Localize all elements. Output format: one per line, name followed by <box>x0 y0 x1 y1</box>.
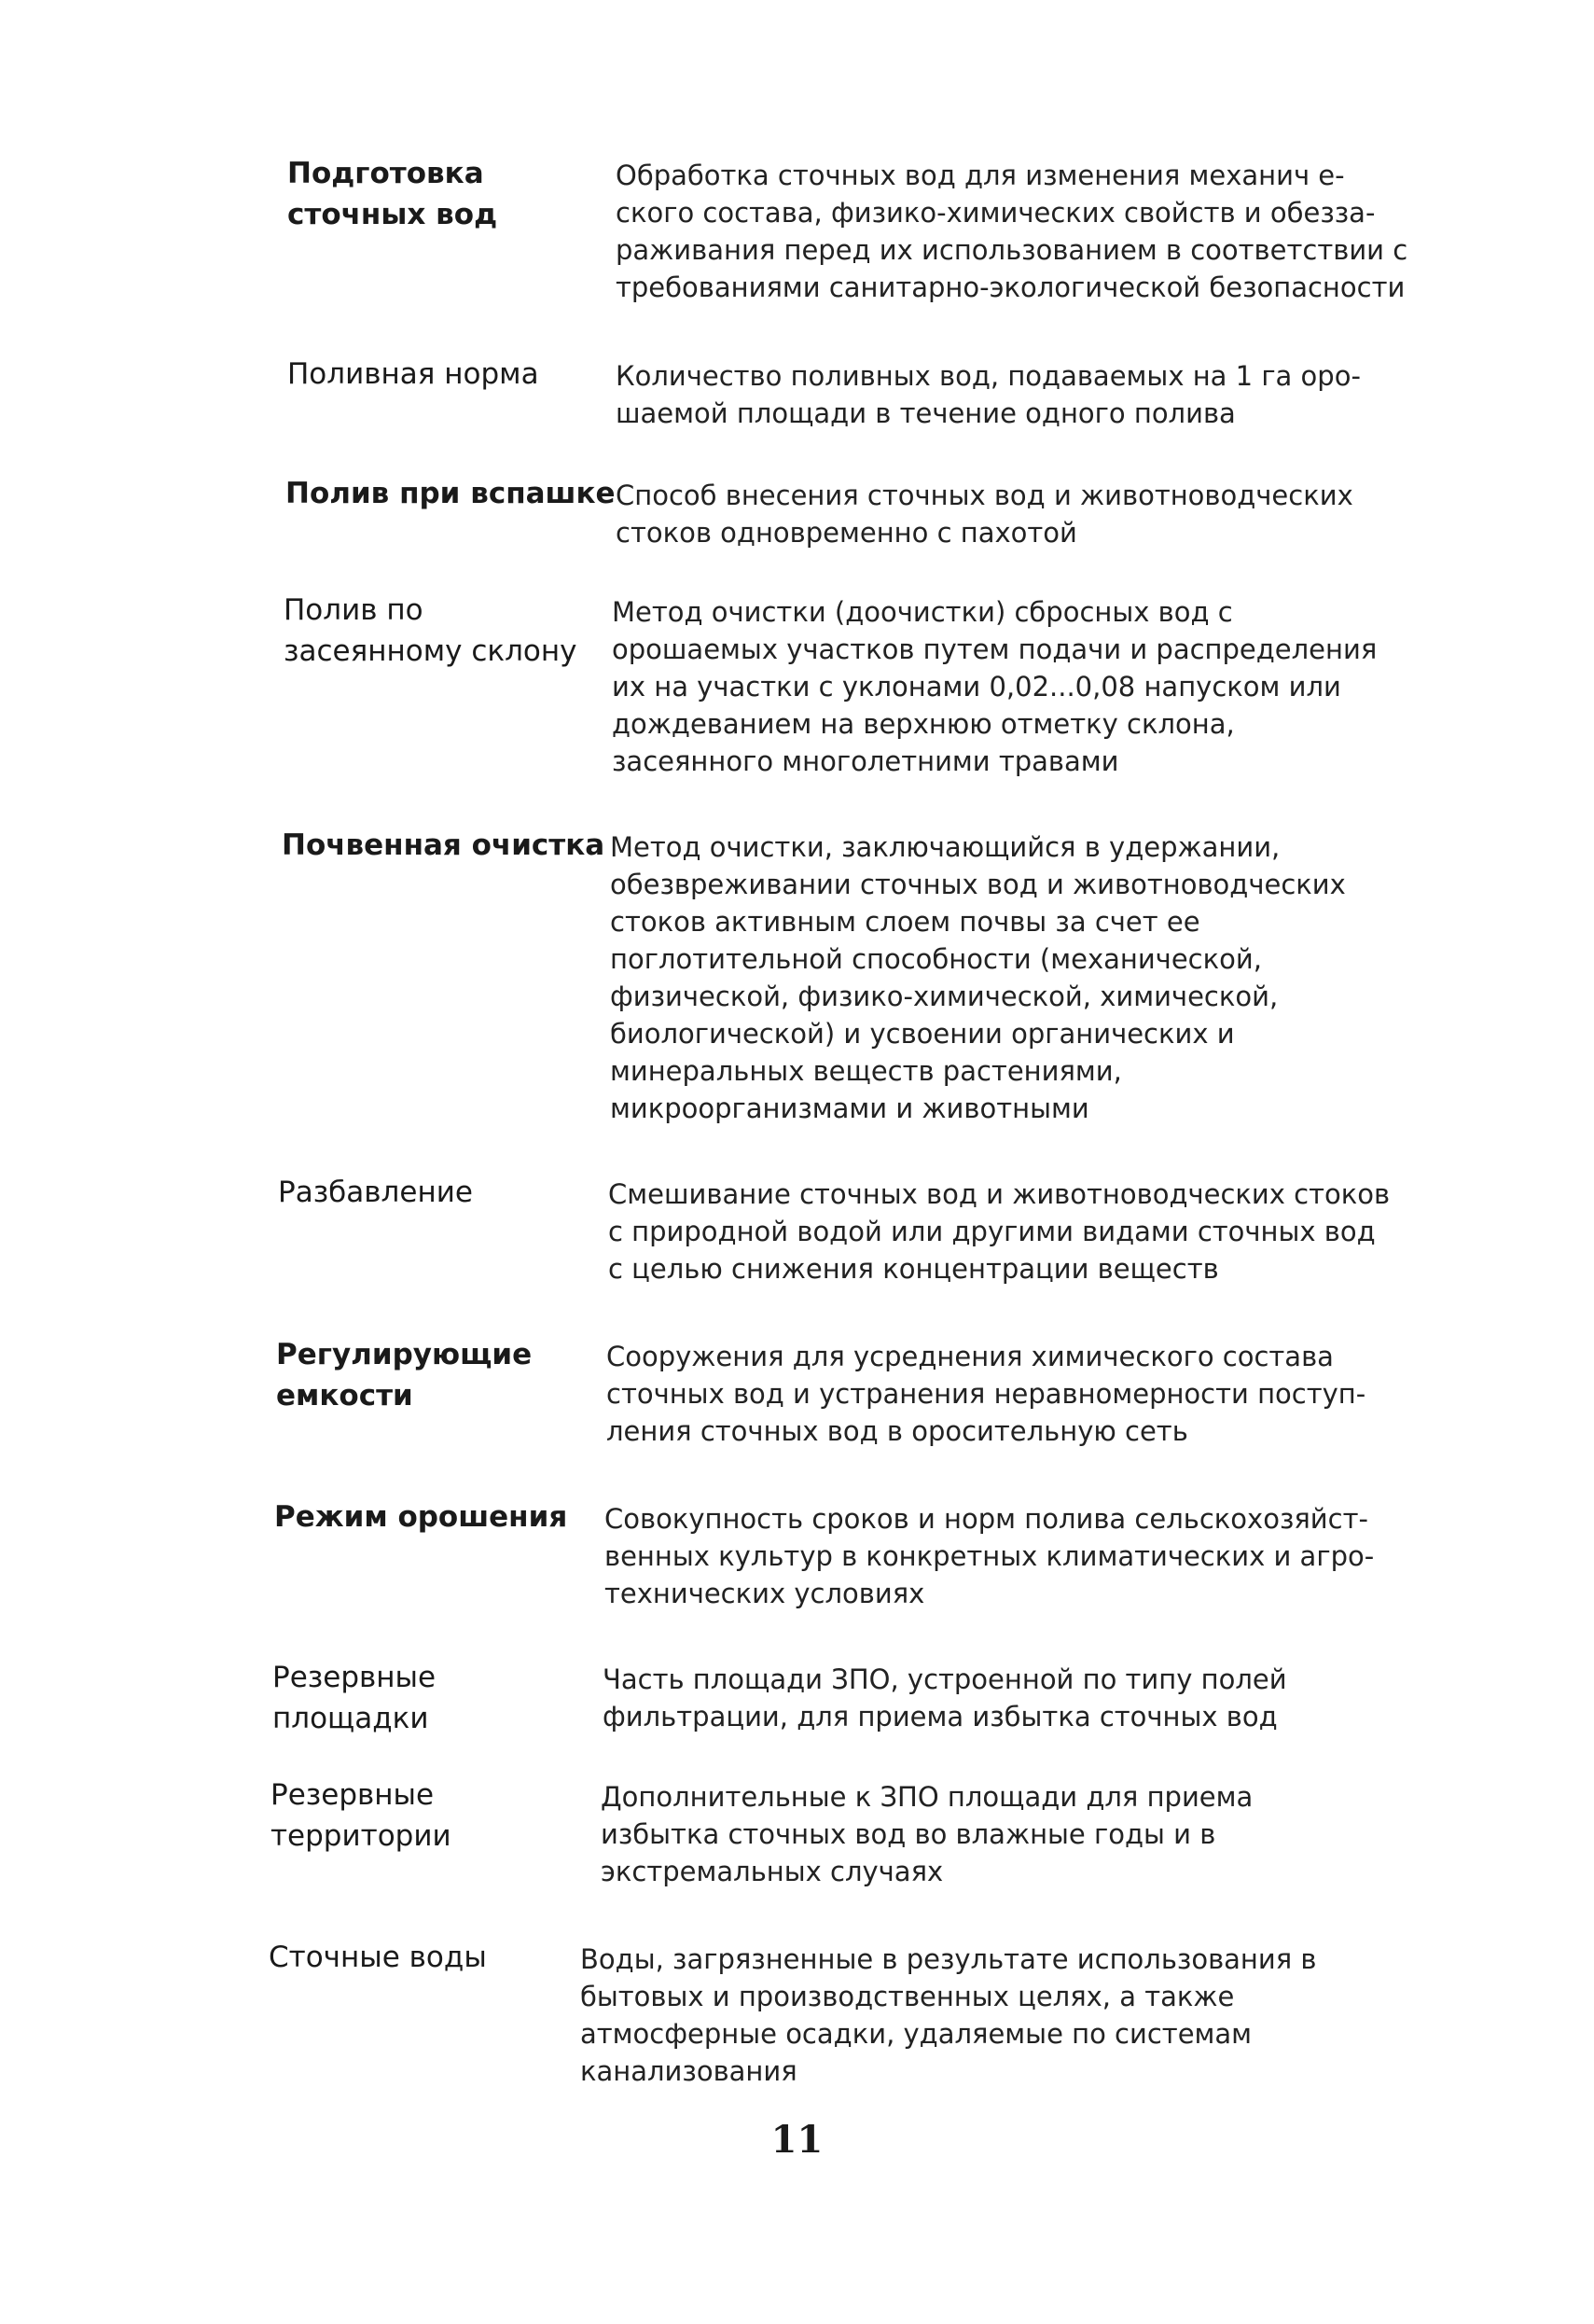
glossary-definition-line: физической, физико-химической, химической, <box>610 981 1279 1012</box>
glossary-definition-line: Совокупность сроков и норм полива сельскохозяйст- <box>604 1503 1368 1535</box>
glossary-definition-line: стоков активным слоем почвы за счет ее <box>610 906 1200 938</box>
glossary-definition-line: бытовых и производственных целях, а также <box>580 1981 1235 2012</box>
glossary-definition-line: дождеванием на верхнюю отметку склона, <box>612 708 1235 740</box>
glossary-term-line: площадки <box>272 1702 429 1735</box>
glossary-definition-line: биологической) и усвоении органических и <box>610 1018 1235 1050</box>
glossary-term-line: сточных вод <box>287 198 498 231</box>
glossary-definition <box>608 1176 1410 1287</box>
glossary-term-line: Подготовка <box>287 157 484 190</box>
glossary-definition-line: технических условиях <box>604 1578 925 1609</box>
glossary-definition-line: орошаемых участков путем подачи и распределения <box>612 633 1378 665</box>
glossary-definition-line: требованиями санитарно-экологической безопасности <box>616 271 1406 303</box>
glossary-definition <box>616 157 1418 306</box>
glossary-definition-line: с природной водой или другими видами сточных вод <box>608 1216 1376 1247</box>
glossary-definition-line: шаемой площади в течение одного полива <box>616 397 1236 429</box>
glossary-term <box>287 153 595 235</box>
glossary-definition-line: фильтрации, для приема избытка сточных вод <box>603 1701 1278 1733</box>
glossary-definition-line: Способ внесения сточных вод и животноводческих <box>616 480 1353 511</box>
glossary-term-line: Резервные <box>272 1661 437 1694</box>
glossary-definition-line: Метод очистки, заключающийся в удержании, <box>610 831 1281 863</box>
page-number: 11 <box>770 2118 824 2162</box>
glossary-definition-line: атмосферные осадки, удаляемые по системам <box>580 2018 1253 2050</box>
glossary-term <box>272 1657 580 1739</box>
glossary-definition <box>606 1338 1408 1450</box>
glossary-definition-line: экстремальных случаях <box>601 1856 944 1887</box>
glossary-term-line: Поливная норма <box>287 357 539 391</box>
glossary-definition <box>610 828 1412 1127</box>
glossary-definition-line: ления сточных вод в оросительную сеть <box>606 1415 1188 1447</box>
glossary-term <box>274 1496 582 1538</box>
glossary-definition-line: ского состава, физико-химических свойств и обезза- <box>616 197 1376 229</box>
glossary-definition-line: засеянного многолетними травами <box>612 745 1119 777</box>
glossary-term-line: Разбавление <box>278 1176 473 1209</box>
glossary-definition <box>603 1661 1405 1735</box>
glossary-definition <box>601 1778 1403 1890</box>
glossary-term <box>278 1172 586 1213</box>
glossary-term <box>276 1334 584 1416</box>
glossary-definition-line: Воды, загрязненные в результате использования в <box>580 1943 1317 1975</box>
glossary-term-line: Резервные <box>270 1778 435 1812</box>
glossary-term-line: территории <box>270 1819 451 1853</box>
glossary-term <box>285 473 616 514</box>
glossary-definition <box>616 357 1418 432</box>
glossary-definition-line: их на участки с уклонами 0,02...0,08 напуском или <box>612 671 1341 703</box>
glossary-term-line: Полив при вспашке <box>285 477 616 510</box>
glossary-definition <box>580 1941 1382 2090</box>
glossary-term <box>287 354 595 395</box>
glossary-definition-line: Метод очистки (доочистки) сбросных вод с <box>612 596 1233 628</box>
glossary-term <box>282 825 605 866</box>
glossary-term <box>270 1774 578 1857</box>
glossary-term-line: засеянному склону <box>284 634 577 668</box>
glossary-definition-line: с целью снижения концентрации веществ <box>608 1253 1219 1285</box>
glossary-definition <box>604 1500 1407 1612</box>
glossary-term-line: Почвенная очистка <box>282 828 605 862</box>
glossary-definition-line: Часть площади ЗПО, устроенной по типу полей <box>603 1663 1287 1695</box>
glossary-definition-line: Обработка сточных вод для изменения механич е- <box>616 160 1345 191</box>
glossary-definition-line: венных культур в конкретных климатических и агро- <box>604 1540 1375 1572</box>
glossary-term-line: Полив по <box>284 593 423 627</box>
glossary-definition-line: микроорганизмами и животными <box>610 1092 1089 1124</box>
glossary-term-line: емкости <box>276 1379 413 1412</box>
glossary-definition <box>612 593 1414 780</box>
glossary-definition <box>616 477 1418 551</box>
glossary-definition-line: избытка сточных вод во влажные годы и в <box>601 1818 1216 1850</box>
glossary-definition-line: стоков одновременно с пахотой <box>616 517 1077 549</box>
glossary-term <box>269 1937 576 1978</box>
glossary-definition-line: Сооружения для усреднения химического состава <box>606 1341 1334 1372</box>
glossary-term <box>284 590 591 672</box>
glossary-definition-line: Количество поливных вод, подаваемых на 1 га оро- <box>616 360 1361 392</box>
glossary-definition-line: обезвреживании сточных вод и животноводческих <box>610 869 1346 900</box>
glossary-definition-line: минеральных веществ растениями, <box>610 1055 1122 1087</box>
glossary-term-line: Режим орошения <box>274 1500 568 1534</box>
glossary-definition-line: канализования <box>580 2055 797 2087</box>
glossary-definition-line: Дополнительные к ЗПО площади для приема <box>601 1781 1254 1813</box>
glossary-definition-line: сточных вод и устранения неравномерности поступ- <box>606 1378 1366 1410</box>
glossary-term-line: Сточные воды <box>269 1941 487 1974</box>
glossary-term-line: Регулирующие <box>276 1338 533 1371</box>
glossary-definition-line: поглотительной способности (механической, <box>610 943 1262 975</box>
glossary-definition-line: Смешивание сточных вод и животноводческих стоков <box>608 1178 1391 1210</box>
glossary-definition-line: раживания перед их использованием в соответствии с <box>616 234 1408 266</box>
